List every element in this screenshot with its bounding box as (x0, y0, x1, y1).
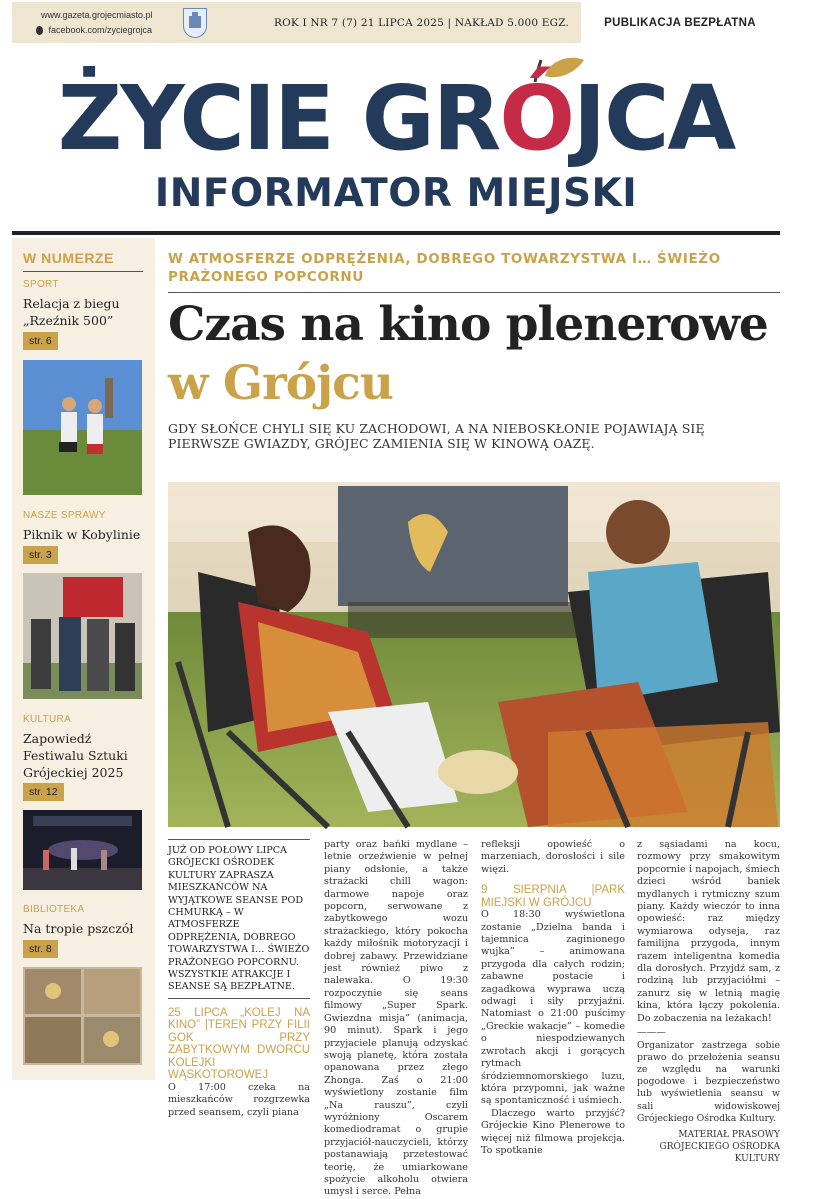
in-this-issue-sidebar (12, 238, 155, 1080)
outdoor-cinema-photo (168, 482, 780, 827)
free-publication-label: PUBLIKACJA BEZPŁATNA (581, 2, 779, 43)
article-intro: JUŻ OD POŁOWY LIPCA GRÓJECKI OŚRODEK KULTURY ZAPRASZA MIESZKAŃCÓW NA WYJĄTKOWE SEANSE POD CHMURKĄ – W ATMOSFERZE ODPRĘŻENIA, DOBREGO TOWARZYSTWA I… ŚWIEŻO PRAŻONEGO POPCORNU. WSZYSTKIE ATRAKCJE I SEANSE SĄ BEZPŁATNE. (168, 845, 310, 993)
note-separator: ——— (637, 1027, 666, 1039)
sidebar-article-title[interactable]: Relacja z biegu „Rzeźnik 500” (23, 296, 120, 328)
festival-thumbnail (23, 810, 142, 890)
contact-links (12, 8, 152, 38)
sidebar-section-label: NASZE SPRAWY (23, 510, 106, 521)
section-heading: 9 SIERPNIA |PARK MIEJSKI W GRÓJCU (481, 884, 625, 909)
masthead-title: ŻYCIE GRÓJCA (57, 66, 735, 170)
sidebar-section-label: KULTURA (23, 714, 72, 725)
sidebar-article-title[interactable]: Na tropie pszczół (23, 921, 134, 936)
column-divider (168, 998, 310, 999)
article-column-1 (168, 839, 310, 1119)
section-heading: 25 LIPCA „KOLEJ NA KINO” |TEREN PRZY FILII GOK PRZY ZABYTKOWYM DWORCU KOLEJKI WĄSKOTOROWEJ (168, 1006, 310, 1082)
sidebar-page-badge[interactable]: str. 8 (23, 940, 58, 958)
article-text: Dlaczego warto przyjść? Grójeckie Kino Plenerowe to więcej niż filmowa projekcja. To spotkanie (481, 1107, 625, 1156)
organizer-note: Organizator zastrzega sobie prawo do przełożenia seansu ze względu na warunki pogodowe i bezpieczeństwo lub wyświetlenia seansu w sali widowiskowej Grójeckiego Ośrodka Kultury. (637, 1039, 780, 1124)
website-link[interactable]: www.gazeta.grojecmiasto.pl (41, 9, 153, 20)
top-bar (12, 2, 779, 43)
article-text: z sąsiadami na kocu, rozmowy przy smakowitym popcornie i napojach, śmiech dzieci wśród baniek mydlanych i rytmiczny szum piany. Każdy wieczór to inna opowieść: raz między wymiarowa odyseja, raz familijna przygoda, innym razem inteligentna komedia dla dorosłych. Przyjdź sam, z rodziną lub przyjaciółmi – zanurz się w letnią magię kina, która łączy pokolenia. Do zobaczenia na leżakach! (637, 839, 780, 1024)
masthead-subtitle: INFORMATOR MIEJSKI (154, 171, 638, 216)
masthead-rule (12, 231, 780, 235)
sport-thumbnail (23, 360, 142, 495)
article-text: refleksji opowieść o marzeniach, dorosłości i sile więzi. (481, 839, 625, 875)
article-kicker: W ATMOSFERZE ODPRĘŻENIA, DOBREGO TOWARZYSTWA I… ŚWIEŻO PRAŻONEGO POPCORNU (168, 251, 721, 285)
facebook-icon (36, 26, 43, 35)
article-column-4 (637, 839, 780, 1165)
kicker-divider (168, 292, 780, 293)
town-crest-icon (183, 8, 207, 38)
press-credit-line-2: GRÓJECKIEGO OŚRODKA KULTURY (659, 1141, 780, 1164)
picnic-thumbnail (23, 573, 142, 699)
sidebar-article-title[interactable]: Zapowiedź Festiwalu Sztuki Grójeckiej 2025 (23, 731, 128, 780)
issue-info: ROK I NR 7 (7) 21 LIPCA 2025 | NAKŁAD 5.000 EGZ. (274, 16, 570, 29)
press-credit-line-1: MATERIAŁ PRASOWY (678, 1129, 780, 1140)
column-divider (168, 839, 310, 840)
sidebar-section-label: SPORT (23, 279, 59, 290)
sidebar-heading: W NUMERZE (23, 250, 114, 266)
sidebar-page-badge[interactable]: str. 6 (23, 332, 58, 350)
article-text: party oraz bańki mydlane – letnie orzeźwienie w pełnej piany odsłonie, a także strażacki chill wagon: darmowe napoje oraz popcorn, serwowane z zabytkowego wozu strażackiego, który pokocha każdy miłośnik motoryzacji i dobrej zabawy. Przewidziane jest również piwo z nalewaka. O 19:30 rozpoczynie się seans filmowy „Super Spark. Gwiezdna misja” (animacja, 90 minut). Spark i jego przyjaciele planują odzyskać swoją planetę, która została opanowana przez złego Zhonga. Zaś o 21:00 wyświetlony zostanie film „Na rauszu”, czyli wyróżniony Oscarem komediodramat o grupie przyjaciół-nauczycieli, którzy postanawiają przetestować teorię, że umiarkowane spożycie alkoholu otwiera umysł i serce. Pełna (324, 839, 468, 1198)
article-headline-accent: w Grójcu (168, 356, 393, 411)
sidebar-section-label: BIBLIOTEKA (23, 904, 85, 915)
article-column-2 (324, 839, 468, 1199)
sidebar-page-badge[interactable]: str. 3 (23, 546, 58, 564)
facebook-link[interactable]: facebook.com/zyciegrojca (36, 23, 152, 38)
article-lead: GDY SŁOŃCE CHYLI SIĘ KU ZACHODOWI, A NA NIEBOSKŁONIE POJAWIAJĄ SIĘ PIERWSZE GWIAZDY, GRÓJEC ZAMIENIA SIĘ W KINOWĄ OAZĘ. (168, 421, 705, 451)
library-thumbnail (23, 967, 142, 1065)
article-text: O 17:00 czeka na mieszkańców rozgrzewka przed seansem, czyli piana (168, 1081, 310, 1118)
article-headline: Czas na kino plenerowe (168, 297, 768, 352)
sidebar-article-title[interactable]: Piknik w Kobylinie (23, 527, 141, 542)
article-column-3 (481, 839, 625, 1157)
sidebar-page-badge[interactable]: str. 12 (23, 783, 64, 801)
article-text: O 18:30 wyświetlona zostanie „Dzielna banda i tajemnica zaginionego wujka” – animowana przygoda dla całych rodzin; zabawne postacie i zagadkowa wyprawa uczą odwagi i siły przyjaźni. Natomiast o 21:00 puścimy „Greckie wakacje” – komedie o niespodziewanych zwrotach akcji i gorących rytmach śródziemnomorskiego luzu, która przypomni, jak ważne są spontaniczność i uśmiech. (481, 909, 625, 1107)
sidebar-divider (23, 271, 143, 272)
